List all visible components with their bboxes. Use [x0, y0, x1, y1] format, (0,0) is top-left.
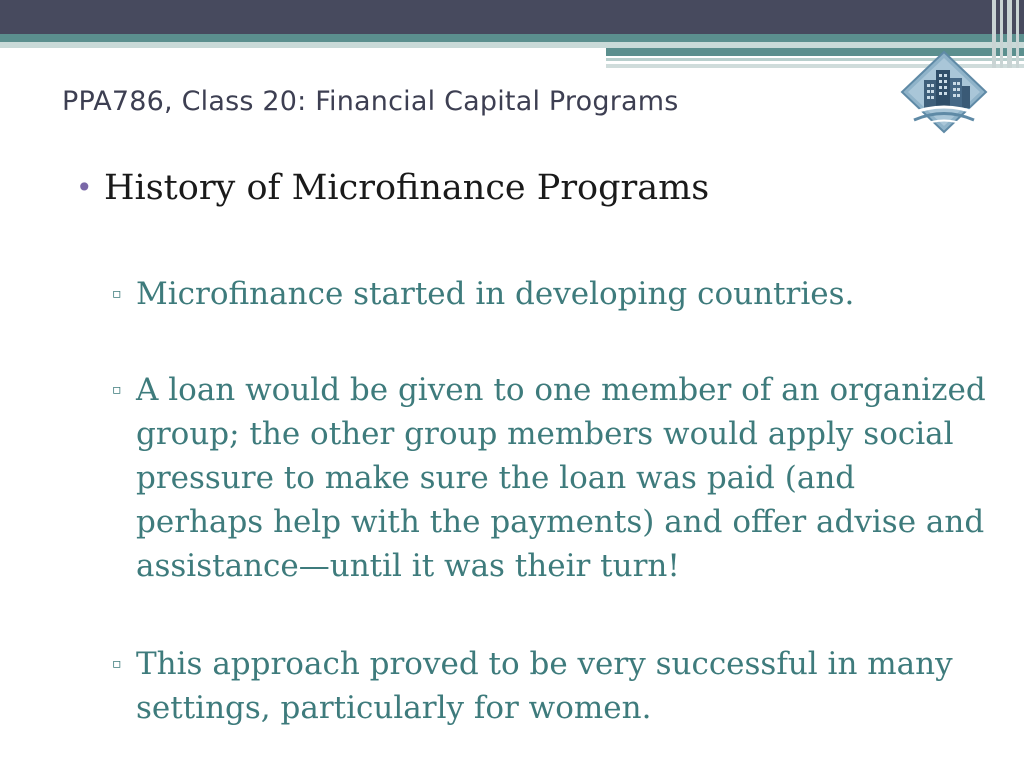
sub-bullet-marker: ▫ — [112, 382, 122, 398]
slide-title: PPA786, Class 20: Financial Capital Programs — [62, 86, 679, 117]
sub-bullet-text: This approach proved to be very successful in many settings, particularly for women. — [136, 646, 953, 726]
sub-bullet-marker: ▫ — [112, 286, 122, 302]
sub-bullet-marker: ▫ — [112, 656, 122, 672]
header-band — [0, 0, 1024, 34]
main-bullet-text: History of Microfinance Programs — [104, 168, 710, 208]
sub-bullet-text: Microfinance started in developing countries. — [136, 276, 855, 312]
city-buildings-icon — [898, 50, 990, 136]
decorative-bars — [988, 0, 1024, 68]
header-teal-strip — [0, 34, 1024, 42]
sub-bullet-text: A loan would be given to one member of an organized group; the other group members would apply social pressure to make sure the loan was paid (and perhaps help with the payments) and offer advise and assistance—until it was their turn! — [136, 372, 986, 584]
bullet-marker: • — [76, 171, 93, 204]
